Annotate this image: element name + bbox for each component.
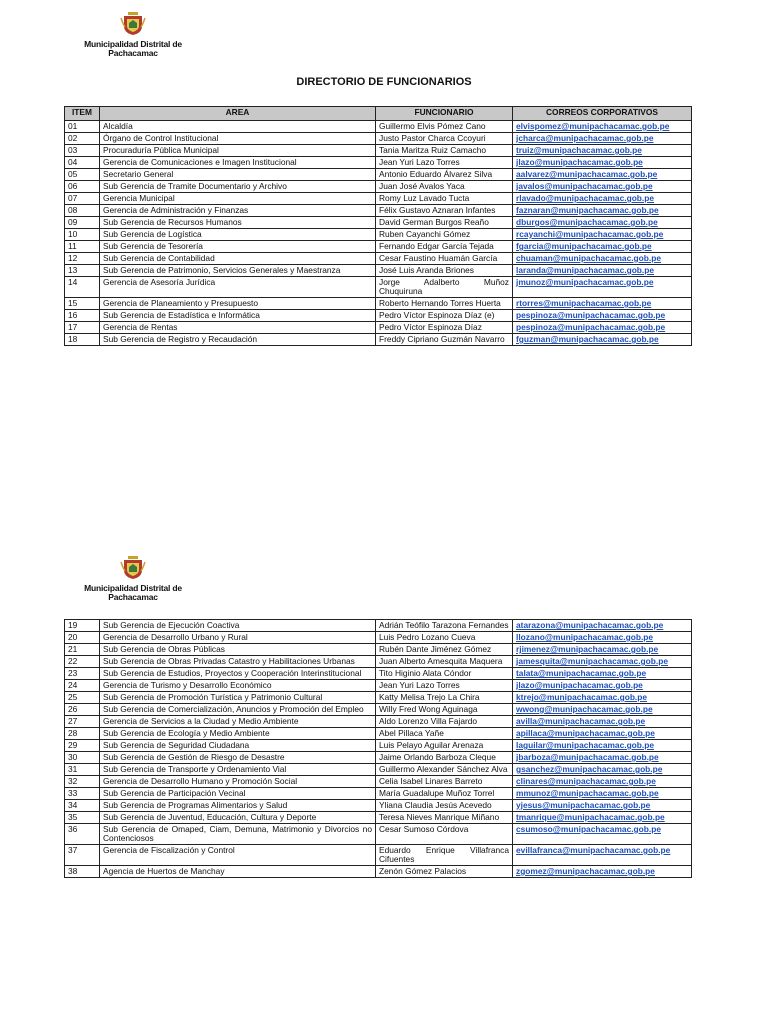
area-cell: Sub Gerencia de Logística — [100, 229, 376, 241]
directory-table-part2 — [64, 619, 692, 878]
area-cell: Sub Gerencia de Comercialización, Anuncios y Promoción del Empleo — [100, 704, 376, 716]
email-cell — [513, 740, 692, 752]
email-link[interactable]: rlavado@munipachacamac.gob.pe — [516, 193, 655, 203]
email-cell — [513, 193, 692, 205]
org-name-line2: Pachacamac — [108, 48, 158, 58]
email-cell — [513, 322, 692, 334]
item-cell: 04 — [65, 157, 100, 169]
funcionario-cell: Katty Melisa Trejo La Chira — [376, 692, 513, 704]
item-cell: 03 — [65, 145, 100, 157]
email-cell — [513, 241, 692, 253]
table-row — [65, 776, 692, 788]
item-cell: 12 — [65, 253, 100, 265]
area-cell: Sub Gerencia de Obras Públicas — [100, 644, 376, 656]
funcionario-cell: Jaime Orlando Barboza Cleque — [376, 752, 513, 764]
funcionario-cell: Roberto Hernando Torres Huerta — [376, 298, 513, 310]
directory-table-part1 — [64, 106, 692, 346]
email-link[interactable]: rtorres@munipachacamac.gob.pe — [516, 298, 652, 308]
document-title: DIRECTORIO DE FUNCIONARIOS — [296, 76, 472, 88]
area-cell: Sub Gerencia de Ejecución Coactiva — [100, 620, 376, 632]
item-cell: 36 — [65, 824, 100, 845]
area-cell: Sub Gerencia de Seguridad Ciudadana — [100, 740, 376, 752]
table-row — [65, 716, 692, 728]
table-row — [65, 229, 692, 241]
item-cell: 32 — [65, 776, 100, 788]
funcionario-cell: Adrián Teófilo Tarazona Fernandes — [376, 620, 513, 632]
email-link[interactable]: chuaman@munipachacamac.gob.pe — [516, 253, 661, 263]
funcionario-cell: Willy Fred Wong Aguinaga — [376, 704, 513, 716]
email-cell — [513, 217, 692, 229]
item-cell: 20 — [65, 632, 100, 644]
email-cell — [513, 812, 692, 824]
column-header-correos: CORREOS CORPORATIVOS — [513, 107, 692, 121]
funcionario-cell: Félix Gustavo Aznaran Infantes — [376, 205, 513, 217]
email-cell — [513, 620, 692, 632]
table-row — [65, 692, 692, 704]
table-row — [65, 334, 692, 346]
email-cell — [513, 800, 692, 812]
funcionario-cell: Jorge Adalberto Muñoz Chuquiruna — [376, 277, 513, 298]
email-cell — [513, 644, 692, 656]
email-cell — [513, 632, 692, 644]
table-row — [65, 800, 692, 812]
table-body-part2 — [65, 620, 692, 878]
org-name-line1: Municipalidad Distrital de — [84, 583, 182, 593]
email-cell — [513, 181, 692, 193]
table-row — [65, 181, 692, 193]
item-cell: 09 — [65, 217, 100, 229]
email-link[interactable]: fgarcia@munipachacamac.gob.pe — [516, 241, 652, 251]
item-cell: 25 — [65, 692, 100, 704]
email-link[interactable]: aalvarez@munipachacamac.gob.pe — [516, 169, 658, 179]
email-cell — [513, 310, 692, 322]
item-cell: 18 — [65, 334, 100, 346]
table-row — [65, 121, 692, 133]
area-cell: Gerencia de Turismo y Desarrollo Económico — [100, 680, 376, 692]
item-cell: 26 — [65, 704, 100, 716]
item-cell: 21 — [65, 644, 100, 656]
email-link[interactable]: jlazo@munipachacamac.gob.pe — [516, 157, 643, 167]
email-cell — [513, 680, 692, 692]
table-row — [65, 644, 692, 656]
table-row — [65, 298, 692, 310]
email-link[interactable]: gsanchez@munipachacamac.gob.pe — [516, 764, 663, 774]
item-cell: 06 — [65, 181, 100, 193]
email-cell — [513, 265, 692, 277]
email-link[interactable]: evillafranca@munipachacamac.gob.pe — [516, 845, 671, 855]
funcionario-cell: Yliana Claudia Jesús Acevedo — [376, 800, 513, 812]
email-link[interactable]: avilla@munipachacamac.gob.pe — [516, 716, 646, 726]
table-row — [65, 728, 692, 740]
email-link[interactable]: jlazo@munipachacamac.gob.pe — [516, 680, 643, 690]
email-link[interactable]: ktrejo@munipachacamac.gob.pe — [516, 692, 648, 702]
email-cell — [513, 157, 692, 169]
email-cell — [513, 656, 692, 668]
table-row — [65, 704, 692, 716]
funcionario-cell: Luis Pedro Lozano Cueva — [376, 632, 513, 644]
area-cell: Sub Gerencia de Gestión de Riesgo de Desastre — [100, 752, 376, 764]
table-row — [65, 133, 692, 145]
area-cell: Sub Gerencia de Juventud, Educación, Cultura y Deporte — [100, 812, 376, 824]
email-link[interactable]: truiz@munipachacamac.gob.pe — [516, 145, 642, 155]
item-cell: 13 — [65, 265, 100, 277]
table-row — [65, 217, 692, 229]
funcionario-cell: Pedro Víctor Espinoza Díaz — [376, 322, 513, 334]
funcionario-cell: María Guadalupe Muñoz Torrel — [376, 788, 513, 800]
email-link[interactable]: zgomez@munipachacamac.gob.pe — [516, 866, 655, 876]
area-cell: Agencia de Huertos de Manchay — [100, 866, 376, 878]
area-cell: Sub Gerencia de Promoción Turística y Patrimonio Cultural — [100, 692, 376, 704]
item-cell: 08 — [65, 205, 100, 217]
area-cell: Gerencia de Fiscalización y Control — [100, 845, 376, 866]
funcionario-cell: Tania Maritza Ruiz Camacho — [376, 145, 513, 157]
email-cell — [513, 776, 692, 788]
email-cell — [513, 145, 692, 157]
table-header-row — [65, 107, 692, 121]
email-link[interactable]: clinares@munipachacamac.gob.pe — [516, 776, 656, 786]
funcionario-cell: Rubén Dante Jiménez Gómez — [376, 644, 513, 656]
email-cell — [513, 764, 692, 776]
email-cell — [513, 334, 692, 346]
area-cell: Sub Gerencia de Registro y Recaudación — [100, 334, 376, 346]
funcionario-cell: Justo Pastor Charca Ccoyuri — [376, 133, 513, 145]
area-cell: Gerencia de Desarrollo Humano y Promoción Social — [100, 776, 376, 788]
item-cell: 19 — [65, 620, 100, 632]
area-cell: Gerencia Municipal — [100, 193, 376, 205]
funcionario-cell: Guillermo Elvis Pómez Cano — [376, 121, 513, 133]
table-row — [65, 845, 692, 866]
email-link[interactable]: dburgos@munipachacamac.gob.pe — [516, 217, 658, 227]
funcionario-cell: Zenón Gómez Palacios — [376, 866, 513, 878]
item-cell: 38 — [65, 866, 100, 878]
funcionario-cell: Jean Yuri Lazo Torres — [376, 680, 513, 692]
email-cell — [513, 866, 692, 878]
item-cell: 05 — [65, 169, 100, 181]
funcionario-cell: Freddy Cipriano Guzmán Navarro — [376, 334, 513, 346]
email-link[interactable]: atarazona@munipachacamac.gob.pe — [516, 620, 664, 630]
table-row — [65, 632, 692, 644]
area-cell: Sub Gerencia de Obras Privadas Catastro y Habilitaciones Urbanas — [100, 656, 376, 668]
email-cell — [513, 716, 692, 728]
item-cell: 33 — [65, 788, 100, 800]
area-cell: Gerencia de Comunicaciones e Imagen Institucional — [100, 157, 376, 169]
funcionario-cell: Cesar Faustino Huamán García — [376, 253, 513, 265]
email-cell — [513, 692, 692, 704]
email-link[interactable]: javalos@munipachacamac.gob.pe — [516, 181, 653, 191]
item-cell: 07 — [65, 193, 100, 205]
funcionario-cell: Teresa Nieves Manrique Miñano — [376, 812, 513, 824]
area-cell: Procuraduría Pública Municipal — [100, 145, 376, 157]
email-link[interactable]: laguilar@munipachacamac.gob.pe — [516, 740, 655, 750]
email-link[interactable]: laranda@munipachacamac.gob.pe — [516, 265, 655, 275]
funcionario-cell: Abel Pillaca Yañe — [376, 728, 513, 740]
area-cell: Gerencia de Asesoría Jurídica — [100, 277, 376, 298]
table-row — [65, 310, 692, 322]
table-row — [65, 668, 692, 680]
item-cell: 14 — [65, 277, 100, 298]
item-cell: 34 — [65, 800, 100, 812]
funcionario-cell: Cesar Sumoso Córdova — [376, 824, 513, 845]
area-cell: Secretario General — [100, 169, 376, 181]
item-cell: 10 — [65, 229, 100, 241]
email-cell — [513, 668, 692, 680]
email-cell — [513, 824, 692, 845]
item-cell: 30 — [65, 752, 100, 764]
area-cell: Sub Gerencia de Participación Vecinal — [100, 788, 376, 800]
table-row — [65, 253, 692, 265]
email-link[interactable]: pespinoza@munipachacamac.gob.pe — [516, 310, 666, 320]
email-link[interactable]: csumoso@munipachacamac.gob.pe — [516, 824, 661, 834]
column-header-funcionario: FUNCIONARIO — [376, 107, 513, 121]
area-cell: Gerencia de Administración y Finanzas — [100, 205, 376, 217]
email-link[interactable]: llozano@munipachacamac.gob.pe — [516, 632, 654, 642]
item-cell: 24 — [65, 680, 100, 692]
area-cell: Gerencia de Desarrollo Urbano y Rural — [100, 632, 376, 644]
email-link[interactable]: jamesquita@munipachacamac.gob.pe — [516, 656, 668, 666]
email-link[interactable]: yjesus@munipachacamac.gob.pe — [516, 800, 651, 810]
area-cell: Sub Gerencia de Tesorería — [100, 241, 376, 253]
item-cell: 29 — [65, 740, 100, 752]
item-cell: 01 — [65, 121, 100, 133]
table-row — [65, 812, 692, 824]
email-link[interactable]: rjimenez@munipachacamac.gob.pe — [516, 644, 659, 654]
table-row — [65, 277, 692, 298]
email-cell — [513, 752, 692, 764]
table-row — [65, 169, 692, 181]
email-cell — [513, 788, 692, 800]
email-link[interactable]: tmanrique@munipachacamac.gob.pe — [516, 812, 665, 822]
area-cell: Sub Gerencia de Patrimonio, Servicios Generales y Maestranza — [100, 265, 376, 277]
email-link[interactable]: faznaran@munipachacamac.gob.pe — [516, 205, 659, 215]
funcionario-cell: Ruben Cayanchi Gómez — [376, 229, 513, 241]
email-link[interactable]: pespinoza@munipachacamac.gob.pe — [516, 322, 666, 332]
table-row — [65, 193, 692, 205]
email-link[interactable]: apillaca@munipachacamac.gob.pe — [516, 728, 655, 738]
email-link[interactable]: wwong@munipachacamac.gob.pe — [516, 704, 653, 714]
item-cell: 27 — [65, 716, 100, 728]
funcionario-cell: Tito Higinio Alata Cóndor — [376, 668, 513, 680]
email-cell — [513, 133, 692, 145]
item-cell: 31 — [65, 764, 100, 776]
area-cell: Sub Gerencia de Estudios, Proyectos y Cooperación Interinstitucional — [100, 668, 376, 680]
email-link[interactable]: rcayanchi@munipachacamac.gob.pe — [516, 229, 664, 239]
email-cell — [513, 121, 692, 133]
email-cell — [513, 277, 692, 298]
email-link[interactable]: elvispomez@munipachacamac.gob.pe — [516, 121, 670, 131]
funcionario-cell: Juan José Avalos Yaca — [376, 181, 513, 193]
table-row — [65, 145, 692, 157]
email-cell — [513, 205, 692, 217]
funcionario-cell: Juan Alberto Amesquita Maquera — [376, 656, 513, 668]
item-cell: 28 — [65, 728, 100, 740]
funcionario-cell: José Luis Aranda Briones — [376, 265, 513, 277]
table-row — [65, 788, 692, 800]
table-row — [65, 740, 692, 752]
table-row — [65, 752, 692, 764]
item-cell: 35 — [65, 812, 100, 824]
email-link[interactable]: talata@munipachacamac.gob.pe — [516, 668, 647, 678]
funcionario-cell: Fernando Edgar García Tejada — [376, 241, 513, 253]
area-cell: Sub Gerencia de Recursos Humanos — [100, 217, 376, 229]
column-header-item: ITEM — [65, 107, 100, 121]
area-cell: Sub Gerencia de Contabilidad — [100, 253, 376, 265]
table-row — [65, 866, 692, 878]
header-logo-block-page2 — [78, 556, 188, 602]
funcionario-cell: Celia Isabel Linares Barreto — [376, 776, 513, 788]
email-link[interactable]: jmunoz@munipachacamac.gob.pe — [516, 277, 654, 287]
table-row — [65, 824, 692, 845]
municipal-crest-icon — [120, 12, 146, 36]
table-row — [65, 764, 692, 776]
area-cell: Sub Gerencia de Transporte y Ordenamiento Vial — [100, 764, 376, 776]
email-cell — [513, 229, 692, 241]
area-cell: Alcaldía — [100, 121, 376, 133]
item-cell: 15 — [65, 298, 100, 310]
email-link[interactable]: jcharca@munipachacamac.gob.pe — [516, 133, 654, 143]
funcionario-cell: Romy Luz Lavado Tucta — [376, 193, 513, 205]
table-body-part1 — [65, 121, 692, 346]
email-cell — [513, 728, 692, 740]
email-cell — [513, 845, 692, 866]
area-cell: Sub Gerencia de Programas Alimentarios y Salud — [100, 800, 376, 812]
table-row — [65, 241, 692, 253]
org-name-line2: Pachacamac — [108, 592, 158, 602]
item-cell: 37 — [65, 845, 100, 866]
table-row — [65, 680, 692, 692]
funcionario-cell: Luis Pelayo Aguilar Arenaza — [376, 740, 513, 752]
email-cell — [513, 253, 692, 265]
area-cell: Sub Gerencia de Ecología y Medio Ambiente — [100, 728, 376, 740]
header-logo-block — [78, 12, 188, 58]
table-row — [65, 620, 692, 632]
area-cell: Sub Gerencia de Tramite Documentario y Archivo — [100, 181, 376, 193]
table-row — [65, 265, 692, 277]
item-cell: 23 — [65, 668, 100, 680]
item-cell: 02 — [65, 133, 100, 145]
item-cell: 22 — [65, 656, 100, 668]
table-row — [65, 322, 692, 334]
item-cell: 17 — [65, 322, 100, 334]
area-cell: Sub Gerencia de Estadística e Informática — [100, 310, 376, 322]
funcionario-cell: Jean Yuri Lazo Torres — [376, 157, 513, 169]
area-cell: Sub Gerencia de Omaped, Ciam, Demuna, Matrimonio y Divorcios no Contenciosos — [100, 824, 376, 845]
area-cell: Gerencia de Rentas — [100, 322, 376, 334]
email-link[interactable]: jbarboza@munipachacamac.gob.pe — [516, 752, 659, 762]
funcionario-cell: Eduardo Enrique Villafranca Cifuentes — [376, 845, 513, 866]
column-header-area: AREA — [100, 107, 376, 121]
funcionario-cell: Antonio Eduardo Álvarez Silva — [376, 169, 513, 181]
email-link[interactable]: mmunoz@munipachacamac.gob.pe — [516, 788, 659, 798]
email-link[interactable]: fguzman@munipachacamac.gob.pe — [516, 334, 659, 344]
funcionario-cell: David German Burgos Reaño — [376, 217, 513, 229]
area-cell: Gerencia de Planeamiento y Presupuesto — [100, 298, 376, 310]
item-cell: 16 — [65, 310, 100, 322]
org-name-line1: Municipalidad Distrital de — [84, 39, 182, 49]
area-cell: Gerencia de Servicios a la Ciudad y Medio Ambiente — [100, 716, 376, 728]
email-cell — [513, 298, 692, 310]
funcionario-cell: Pedro Víctor Espinoza Díaz (e) — [376, 310, 513, 322]
table-row — [65, 656, 692, 668]
email-cell — [513, 169, 692, 181]
table-row — [65, 157, 692, 169]
area-cell: Órgano de Control Institucional — [100, 133, 376, 145]
email-cell — [513, 704, 692, 716]
funcionario-cell: Guillermo Alexander Sánchez Alva — [376, 764, 513, 776]
table-row — [65, 205, 692, 217]
municipal-crest-icon — [120, 556, 146, 580]
funcionario-cell: Aldo Lorenzo Villa Fajardo — [376, 716, 513, 728]
item-cell: 11 — [65, 241, 100, 253]
